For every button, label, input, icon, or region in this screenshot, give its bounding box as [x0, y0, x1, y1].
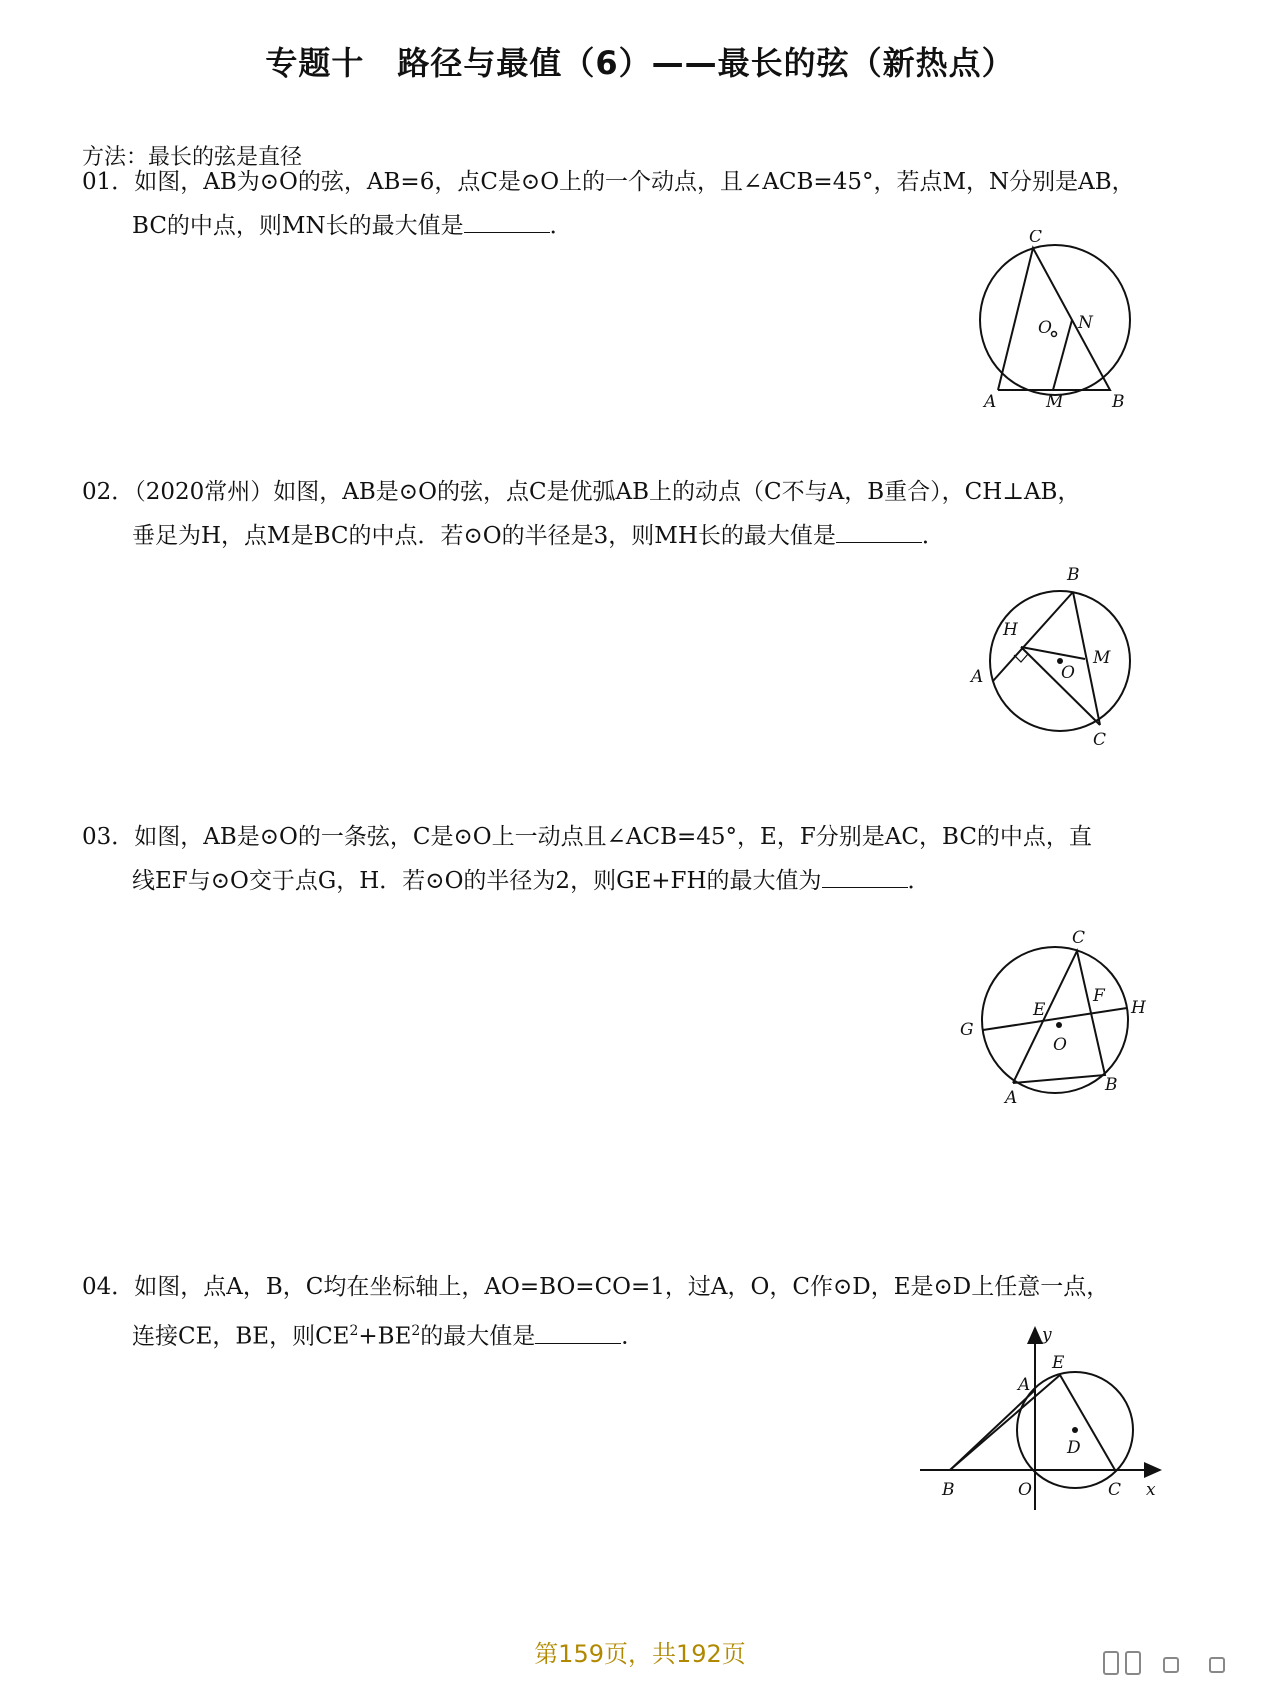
fig2-label-m: M [1093, 648, 1111, 668]
fig4-label-b: B [942, 1480, 955, 1500]
page-icon [1164, 1658, 1178, 1672]
question-2 [82, 470, 1212, 558]
fig1-label-b: B [1112, 392, 1125, 412]
fig4-label-o: O [1018, 1480, 1032, 1500]
figure-1 [950, 230, 1170, 420]
answer-blank[interactable] [535, 1321, 621, 1344]
question-3 [82, 815, 1212, 903]
question-4-line1: 04．如图，点A，B，C均在坐标轴上，AO=BO=CO=1，过A，O，C作⊙D，E是⊙D上任意一点， [82, 1274, 1110, 1300]
fig2-label-c: C [1093, 730, 1107, 750]
figure-4 [920, 1320, 1180, 1520]
fig3-label-a: A [1005, 1088, 1018, 1105]
page-icon [1210, 1658, 1224, 1672]
fig1-label-n: N [1078, 313, 1093, 333]
answer-blank[interactable] [822, 865, 908, 888]
fig4-label-x: x [1146, 1480, 1156, 1500]
fig4-label-e: E [1052, 1353, 1065, 1373]
fig3-label-e: E [1033, 1000, 1046, 1020]
question-1-line2: BC的中点，则MN长的最大值是 ． [82, 204, 1212, 248]
question-2-line2: 垂足为H，点M是BC的中点．若⊙O的半径是3，则MH长的最大值是 ． [82, 514, 1212, 558]
question-3-line1: 03．如图，AB是⊙O的一条弦，C是⊙O上一动点且∠ACB=45°，E，F分别是AC，BC的中点，直 [82, 824, 1092, 850]
question-4-line2: 连接CE，BE，则$CE^2+BE^2$的最大值是 ． [82, 1309, 1212, 1359]
fig1-label-o: O [1038, 318, 1052, 338]
fig2-label-o: O [1061, 663, 1075, 683]
fig1-label-a: A [984, 392, 997, 412]
page-icon [1104, 1652, 1118, 1674]
question-2-line1: 02．（2020常州）如图，AB是⊙O的弦，点C是优弧AB上的动点（C不与A，B重合），CH⊥AB， [82, 479, 1081, 505]
fig3-label-f: F [1093, 986, 1105, 1006]
fig3-label-h: H [1131, 998, 1146, 1018]
answer-blank[interactable] [836, 520, 922, 543]
fig2-label-a: A [971, 667, 984, 687]
fig1-label-m: M [1046, 392, 1064, 412]
fig3-label-o: O [1053, 1035, 1067, 1055]
fig4-label-a: A [1018, 1375, 1031, 1395]
question-1-line1: 01．如图，AB为⊙O的弦，AB=6，点C是⊙O上的一个动点，且∠ACB=45°，若点M，N分别是AB， [82, 169, 1135, 195]
page-title: 专题十 路径与最值（6）——最长的弦（新热点） [265, 44, 1015, 82]
figure-2 [955, 565, 1155, 750]
figure-3 [955, 925, 1165, 1105]
fig4-label-d: D [1067, 1438, 1081, 1458]
fig4-label-y: y [1042, 1325, 1052, 1345]
fig4-label-c: C [1108, 1480, 1122, 1500]
method-text: 方法：最长的弦是直径 [82, 145, 303, 170]
fig2-label-h: H [1003, 620, 1018, 640]
fig3-label-c: C [1072, 928, 1086, 948]
toolbar-icons[interactable] [1100, 1648, 1260, 1678]
answer-blank[interactable] [464, 210, 550, 233]
page-number: 第159页，共192页 [534, 1640, 746, 1668]
fig1-label-c: C [1029, 230, 1043, 247]
question-3-line2: 线EF与⊙O交于点G，H．若⊙O的半径为2，则GE+FH的最大值为 ． [82, 859, 1212, 903]
page-icon [1126, 1652, 1140, 1674]
fig3-label-g: G [960, 1020, 974, 1040]
fig2-label-b: B [1067, 565, 1080, 585]
fig3-label-b: B [1105, 1075, 1118, 1095]
